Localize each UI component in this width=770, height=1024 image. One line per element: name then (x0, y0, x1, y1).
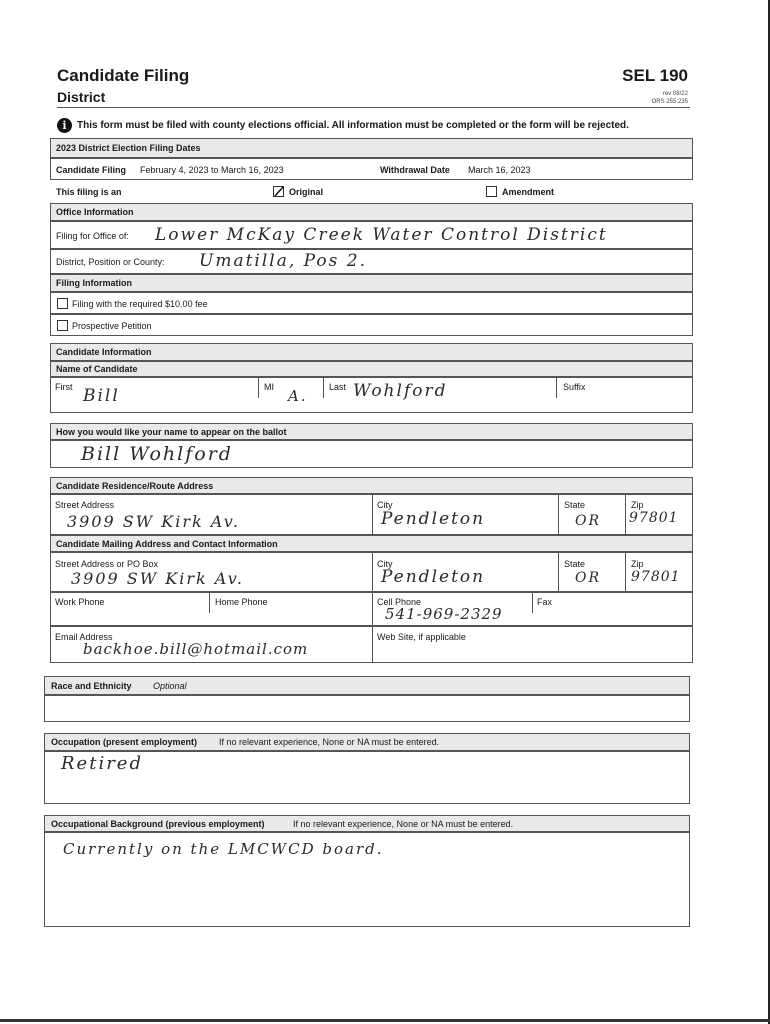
background-field (44, 832, 690, 927)
divider (258, 378, 259, 398)
office-value[interactable]: Lower McKay Creek Water Control District (155, 225, 608, 245)
residence-zip-label: Zip (631, 500, 644, 510)
last-name-value[interactable]: Wohlford (353, 381, 448, 401)
notice-text: This form must be filed with county elections official. All information must be completed or the form will be rejected. (77, 120, 629, 131)
name-row (50, 377, 693, 413)
divider (556, 378, 557, 398)
ballot-name-row (50, 440, 693, 468)
residence-section-title: Candidate Residence/Route Address (56, 481, 214, 491)
fee-row (50, 292, 693, 314)
notice (57, 118, 629, 133)
race-field[interactable] (44, 695, 690, 722)
district-label: District, Position or County: (56, 257, 165, 267)
residence-street-value[interactable]: 3909 SW Kirk Av. (67, 512, 240, 531)
district-row (50, 249, 693, 274)
background-value[interactable]: Currently on the LMCWCD board. (63, 840, 384, 858)
divider (372, 553, 373, 592)
filing-type-label: This filing is an (56, 187, 122, 197)
amendment-checkbox[interactable] (486, 186, 497, 197)
statute-ref: ORS 255.235 (651, 99, 688, 105)
first-name-value[interactable]: Bill (83, 386, 120, 406)
form-number: SEL 190 (622, 66, 688, 85)
fax-label: Fax (537, 597, 553, 607)
divider (558, 495, 559, 535)
candidate-section-title: Candidate Information (56, 347, 152, 357)
divider (372, 593, 373, 626)
office-section-title: Office Information (56, 207, 134, 217)
divider (209, 593, 210, 613)
fee-label: Filing with the required $10.00 fee (72, 299, 208, 309)
race-label: Race and Ethnicity (51, 681, 132, 691)
residence-city-label: City (377, 500, 393, 510)
residence-state-value[interactable]: OR (575, 513, 602, 529)
mailing-row (50, 552, 693, 592)
mailing-zip-label: Zip (631, 559, 644, 569)
mailing-zip-value[interactable]: 97801 (631, 569, 681, 585)
mailing-section-title: Candidate Mailing Address and Contact Information (56, 539, 278, 549)
header-rule (57, 107, 690, 108)
phone-row (50, 592, 693, 626)
ballot-name-value[interactable]: Bill Wohlford (81, 443, 233, 465)
email-value[interactable]: backhoe.bill@hotmail.com (83, 640, 309, 658)
withdrawal-label: Withdrawal Date (380, 165, 450, 175)
cell-phone-label: Cell Phone (377, 597, 422, 607)
form-title: Candidate Filing (57, 66, 190, 85)
first-name-label: First (55, 382, 73, 392)
original-label: Original (289, 187, 324, 197)
office-section-header (50, 203, 693, 221)
email-label: Email Address (55, 632, 113, 642)
residence-section-header (50, 477, 693, 494)
mailing-section-header (50, 535, 693, 552)
page-edge (0, 1019, 770, 1022)
residence-street-label: Street Address (55, 500, 115, 510)
dates-row (50, 158, 693, 180)
occupation-field (44, 751, 690, 804)
form-subtitle: District (57, 89, 106, 105)
mailing-city-value[interactable]: Pendleton (381, 567, 486, 587)
race-header (44, 676, 690, 695)
website-label: Web Site, if applicable (377, 632, 466, 642)
home-phone-label: Home Phone (215, 597, 268, 607)
occupation-note: If no relevant experience, None or NA must be entered. (219, 737, 440, 747)
office-row (50, 221, 693, 249)
mailing-state-label: State (564, 559, 586, 569)
ballot-name-label: How you would like your name to appear on the ballot (56, 427, 287, 437)
office-label: Filing for Office of: (56, 231, 129, 241)
original-checkbox[interactable] (273, 186, 284, 197)
ballot-name-header (50, 423, 693, 440)
divider (372, 495, 373, 535)
mailing-city-label: City (377, 559, 393, 569)
residence-state-label: State (564, 500, 586, 510)
fee-checkbox[interactable] (57, 298, 68, 309)
suffix-label: Suffix (563, 382, 586, 392)
residence-row (50, 494, 693, 535)
occupation-header (44, 733, 690, 751)
filing-info-header (50, 274, 693, 292)
petition-label: Prospective Petition (72, 321, 152, 331)
name-section-title: Name of Candidate (56, 364, 138, 374)
divider (558, 553, 559, 592)
filing-info-title: Filing Information (56, 278, 132, 288)
petition-checkbox[interactable] (57, 320, 68, 331)
name-section-header (50, 361, 693, 377)
divider (532, 593, 533, 613)
occupation-label: Occupation (present employment) (51, 737, 198, 747)
filing-dates-label: Candidate Filing (56, 165, 127, 175)
district-value[interactable]: Umatilla, Pos 2. (199, 251, 367, 271)
revision-date: rev 08/22 (662, 91, 688, 97)
background-label: Occupational Background (previous employment) (51, 819, 265, 829)
occupation-value[interactable]: Retired (61, 753, 143, 774)
revision-info (652, 90, 688, 106)
email-row (50, 626, 693, 663)
background-note: If no relevant experience, None or NA must be entered. (293, 819, 514, 829)
dates-section-header (50, 138, 693, 158)
divider (625, 495, 626, 535)
petition-row (50, 314, 693, 336)
mailing-state-value[interactable]: OR (575, 570, 602, 586)
divider (323, 378, 324, 398)
mi-label: MI (264, 382, 274, 392)
filing-dates-value: February 4, 2023 to March 16, 2023 (140, 165, 284, 175)
amendment-label: Amendment (502, 187, 555, 197)
candidate-section-header (50, 343, 693, 361)
cell-phone-value[interactable]: 541-969-2329 (385, 605, 503, 623)
dates-section-title: 2023 District Election Filing Dates (56, 143, 201, 153)
withdrawal-value: March 16, 2023 (468, 165, 531, 175)
check-icon (273, 186, 284, 197)
residence-city-value[interactable]: Pendleton (381, 509, 486, 529)
divider (625, 553, 626, 592)
last-name-label: Last (329, 382, 347, 392)
mi-value[interactable]: A. (288, 387, 308, 405)
background-header (44, 815, 690, 832)
work-phone-label: Work Phone (55, 597, 105, 607)
info-icon: i (57, 118, 72, 133)
residence-zip-value[interactable]: 97801 (629, 510, 679, 526)
race-optional: Optional (153, 681, 187, 691)
mailing-street-value[interactable]: 3909 SW Kirk Av. (71, 569, 244, 588)
mailing-street-label: Street Address or PO Box (55, 559, 159, 569)
divider (372, 627, 373, 663)
